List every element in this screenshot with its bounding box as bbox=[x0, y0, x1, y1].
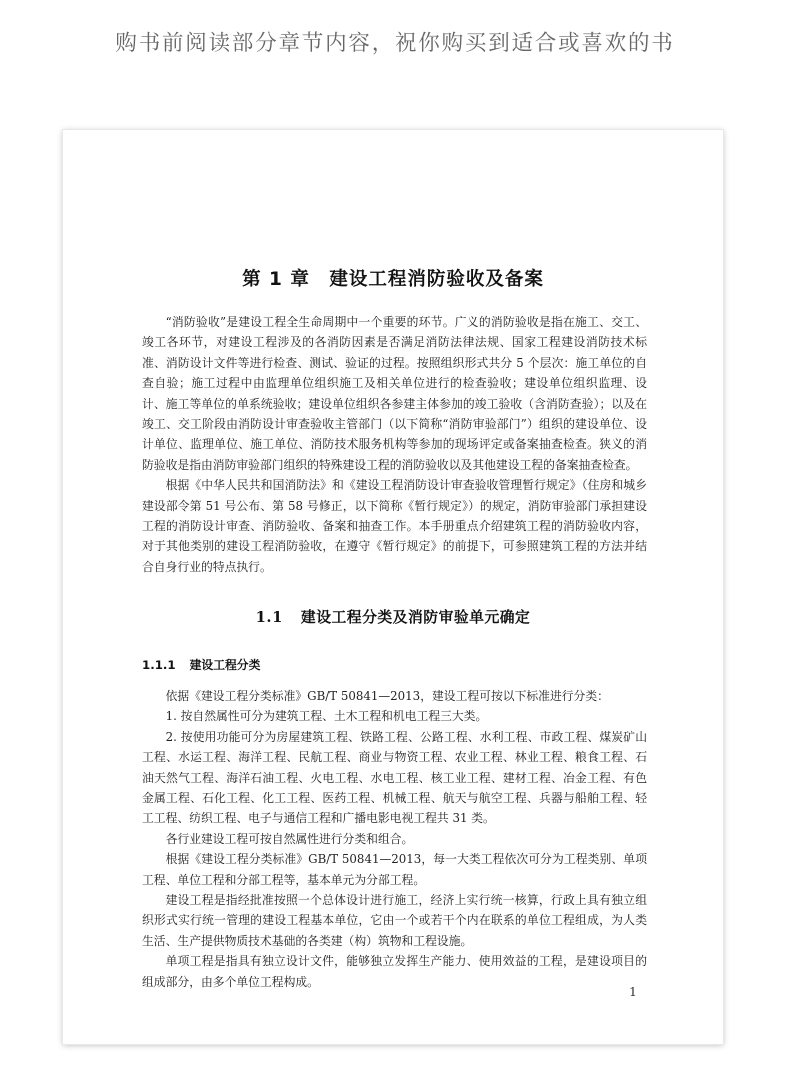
subsection-heading: 建设工程分类 bbox=[189, 658, 261, 672]
chapter-intro bbox=[142, 312, 647, 577]
section-body bbox=[142, 686, 647, 992]
paragraph: 1. 按自然属性可分为建筑工程、土木工程和机电工程三大类。 bbox=[165, 709, 488, 724]
section-number: 1.1 bbox=[255, 609, 283, 626]
book-page bbox=[63, 130, 723, 1044]
subsection-number: 1.1.1 bbox=[142, 658, 176, 672]
paragraph: 根据《中华人民共和国消防法》和《建设工程消防设计审查验收管理暂行规定》（住房和城乡建设部令第 51 号公布、第 58 号修正，以下简称《暂行规定》）的规定，消防审验部门承担建设工程的消防设计审查、消防验收、备案和抽查工作。本手册重点介绍建筑工程的消防验收内容，对于其他类别的建设工程消防验收，在遵守《暂行规定》的前提下，可参照建筑工程的方法并结合自身行业的特点执行。 bbox=[142, 478, 647, 574]
paragraph: 依据《建设工程分类标准》GB/T 50841—2013，建设工程可按以下标准进行分类： bbox=[165, 689, 609, 703]
banner-text: 购书前阅读部分章节内容，祝你购买到适合或喜欢的书 bbox=[115, 31, 675, 56]
subsection-title bbox=[142, 656, 260, 673]
chapter-title: 第 1 章 建设工程消防验收及备案 bbox=[242, 269, 544, 290]
section-title bbox=[63, 606, 723, 627]
paragraph: 2. 按使用功能可分为房屋建筑工程、铁路工程、公路工程、水利工程、市政工程、煤炭矿山工程、水运工程、海洋工程、民航工程、商业与物资工程、农业工程、林业工程、粮食工程、石油天然气工程、海洋石油工程、火电工程、水电工程、核工业工程、建材工程、冶金工程、有色金属工程、石化工程、化工工程、医药工程、机械工程、航天与航空工程、兵器与船舶工程、轻工工程、纺织工程、电子与通信工程和广播电影电视工程共 31 类。 bbox=[142, 729, 647, 826]
paragraph: “消防验收”是建设工程全生命周期中一个重要的环节。广义的消防验收是指在施工、交工、竣工各环节，对建设工程涉及的各消防因素是否满足消防法律法规、国家工程建设消防技术标准、消防设计文件等进行检查、测试、验证的过程。按照组织形式共分 5 个层次：施工单位的自查自验；施工过程中由监理单位组织施工及相关单位进行的检查验收；建设单位组织监理、设计、施工等单位的单系统验收；建设单位组织各参建主体参加的竣工验收（含消防查验）；以及在竣工、交工阶段由消防设计审查验收主管部门（以下简称“消防审验部门”）组织的建设单位、设计单位、监理单位、施工单位、消防技术服务机构等参加的现场评定或备案抽查检查。狭义的消防验收是指由消防审验部门组织的特殊建设工程的消防验收以及其他建设工程的备案抽查检查。 bbox=[142, 315, 647, 472]
section-heading: 建设工程分类及消防审验单元确定 bbox=[300, 609, 531, 626]
page-number: 1 bbox=[629, 984, 637, 999]
paragraph: 根据《建设工程分类标准》GB/T 50841—2013，每一大类工程依次可分为工程类别、单项工程、单位工程和分部工程等，基本单元为分部工程。 bbox=[142, 852, 647, 887]
paragraph: 各行业建设工程可按自然属性进行分类和组合。 bbox=[165, 831, 414, 846]
paragraph: 单项工程是指具有独立设计文件，能够独立发挥生产能力、使用效益的工程，是建设项目的组成部分，由多个单位工程构成。 bbox=[142, 954, 647, 989]
paragraph: 建设工程是指经批准按照一个总体设计进行施工，经济上实行统一核算，行政上具有独立组织形式实行统一管理的建设工程基本单位，它由一个或若干个内在联系的单位工程组成，为人类生活、生产提供物质技术基础的各类建（构）筑物和工程设施。 bbox=[142, 893, 647, 948]
